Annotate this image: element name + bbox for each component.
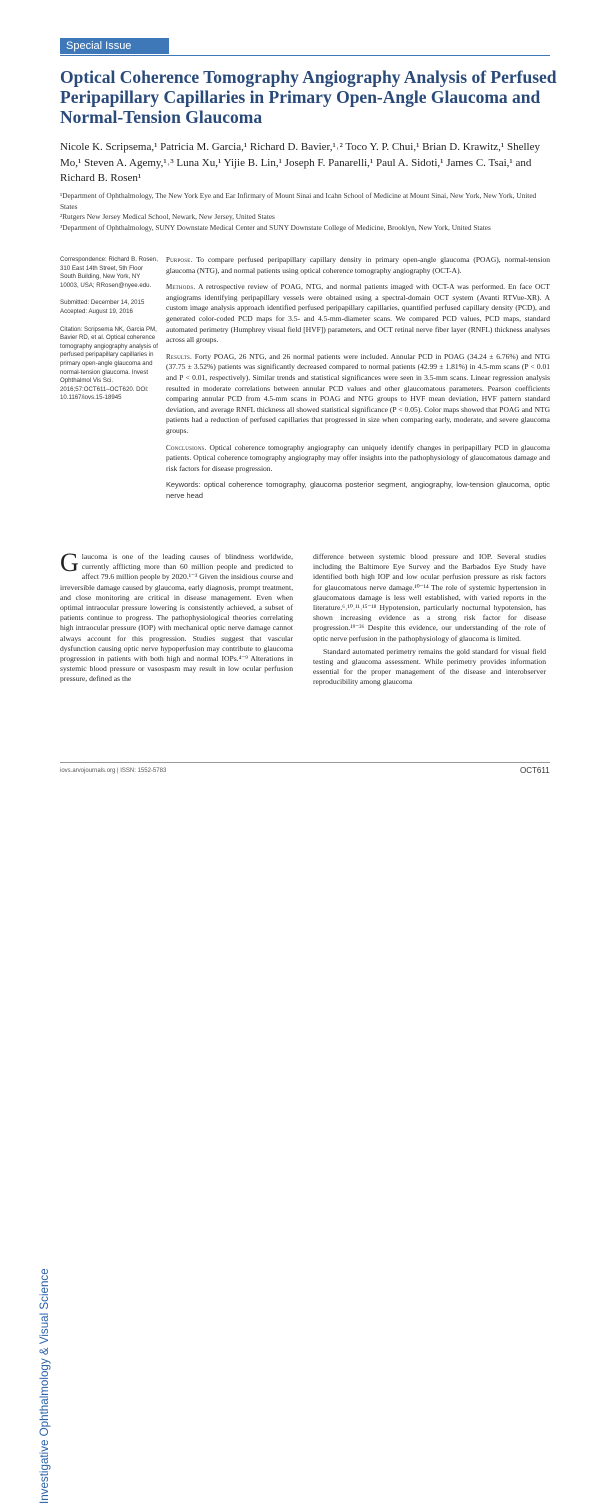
author-list: Nicole K. Scripsema,¹ Patricia M. Garcia,¹ Richard D. Bavier,¹˒² Toco Y. P. Chui,¹ Brian D. Krawitz,¹ Shelley Mo,¹ Steven A. Agemy,¹˒³ Luna Xu,¹ Yijie B. Lin,¹ Joseph F. Panarelli,¹ Paul A. Sidoti,¹ James C. Tsai,¹ and Richard B. Rosen¹ — [60, 141, 540, 184]
abstract-purpose — [166, 255, 550, 276]
abstract-methods — [166, 282, 550, 346]
special-issue-label: Special Issue — [60, 38, 169, 54]
right-paragraph-2: Standard automated perimetry remains the gold standard for visual field testing and glaucoma assessment. While perimetry provides information essential for the proper management of the disease and interobserver reproducibility among glaucoma — [313, 646, 546, 687]
abstract-conclusions — [166, 443, 550, 475]
header-rule — [60, 55, 550, 56]
footer-journal-info: iovs.arvojournals.org | ISSN: 1552-5783 — [60, 768, 167, 774]
results-text: Forty POAG, 26 NTG, and 26 normal patients were included. Annular PCD in POAG (34.24 ± 6.76%) and NTG (37.75 ± 3.52%) patients was significantly decreased compared to normal patients (42.99 ± 1.81%) in 4.5-mm scans (P < 0.01 and P < 0.01, respectively). Similar trends and statistical significances were seen in 3.5-mm scans. Linear regression analysis resulted in moderate correlations between annular PCD values and other glaucomatous parameters. Pearson coefficients comparing annular PCD from 4.5-mm scans in POAG and NTG groups to HVF mean deviation, HVF pattern standard deviation, and average RNFL thickness all showed statistical significance (P < 0.05). Color maps showed that POAG and NTG patients had a reduction of perfused capillaries that progressed in size when comparing early, moderate, and severe glaucoma groups. — [166, 351, 550, 435]
abstract — [166, 255, 550, 507]
page-number: OCT611 — [520, 766, 550, 775]
affiliation-1: ¹Department of Ophthalmology, The New York Eye and Ear Infirmary of Mount Sinai and Icahn School of Medicine at Mount Sinai, New York, New York, United States — [60, 191, 537, 211]
methods-label: Methods. — [166, 283, 196, 292]
keywords: Keywords: optical coherence tomography, glaucoma posterior segment, angiography, low-tension glaucoma, optic nerve head — [166, 480, 550, 500]
accepted-date: Accepted: August 19, 2016 — [60, 307, 133, 315]
footer-rule — [60, 762, 550, 763]
affiliation-2: ²Rutgers New Jersey Medical School, Newark, New Jersey, United States — [60, 212, 275, 221]
purpose-text: To compare perfused peripapillary capillary density in primary open-angle glaucoma (POAG), normal-tension glaucoma (NTG), and normal patients using optical coherence tomography angiography (OCT-A). — [166, 255, 550, 275]
citation: Citation: Scripsema NK, Garcia PM, Bavier RD, et al. Optical coherence tomography angiography analysis of perfused peripapillary capillaries in primary open-angle glaucoma and normal-tension glaucoma. Invest Ophthalmol Vis Sci. 2016;57:OCT611–OCT620. DOI: 10.1167/iovs.15-18945 — [60, 325, 158, 402]
right-paragraph-1: difference between systemic blood pressure and IOP. Several studies including the Baltimore Eye Survey and the Barbados Eye Study have identified both high IOP and low ocular perfusion pressure as risk factors for glaucomatous nerve damage.¹⁰⁻¹⁴ The role of systemic hypertension in glaucomatous damage is less well established, with varied reports in the literature.⁶˒¹⁰˒¹¹˒¹⁵⁻¹⁸ Hypotension, particularly nocturnal hypotension, has shown increasing evidence as a strong risk factor for disease progression.¹⁹⁻²⁶ Despite this evidence, our understanding of the role of optic nerve perfusion in the pathophysiology of glaucoma is limited. — [313, 552, 546, 643]
submitted-date: Submitted: December 14, 2015 — [60, 299, 145, 307]
affiliations — [60, 191, 550, 233]
drop-cap: G — [60, 548, 79, 577]
article-title: Optical Coherence Tomography Angiography Analysis of Perfused Peripapillary Capillaries in Primary Open-Angle Glaucoma and Normal-Tension Glaucoma — [60, 67, 557, 127]
intro-paragraph — [60, 548, 293, 685]
body-column-left — [60, 548, 293, 688]
correspondence: Correspondence: Richard B. Rosen, 310 East 14th Street, 5th Floor South Building, New York, NY 10003, USA; RRosen@nyee.edu. — [60, 256, 158, 289]
journal-side-label — [22, 528, 51, 1504]
results-label: Results. — [166, 352, 192, 361]
affiliation-3: ³Department of Ophthalmology, SUNY Downstate Medical Center and SUNY Downstate College of Medicine, Brooklyn, New York, United States — [60, 222, 491, 232]
purpose-label: Purpose. — [166, 256, 193, 264]
body-column-right — [313, 552, 546, 691]
intro-text: laucoma is one of the leading causes of blindness worldwide, currently afflicting more than 60 million people and predicted to affect 79.6 million people by 2020.¹⁻³ Given the insidious course and irreversible damage caused by glaucoma, early diagnosis, prompt treatment, and close monitoring are critical in disease management. Even when optimal intraocular pressure lowering is consistently achieved, a subset of patients continue to progress. The pathophysiological theories correlating high intraocular pressure (IOP) with mechanical optic nerve damage cannot always account for this progression. Studies suggest that vascular dysfunction causing optic nerve hypoperfusion may contribute to glaucoma progression in patients with both high and normal IOPs.⁴⁻⁹ Alterations in systemic blood pressure or vasospasm may result in low ocular perfusion pressure, defined as the — [60, 552, 293, 684]
article-info-column — [60, 256, 160, 412]
conclusions-text: Optical coherence tomography angiography can uniquely identify changes in peripapillary PCD in glaucoma patients. Optical coherence tomography angiography may offer insights into the pathophysiology of glaucomatous damage and risk factors for disease progression. — [166, 442, 551, 473]
abstract-results — [166, 352, 550, 437]
conclusions-label: Conclusions. — [166, 443, 207, 452]
methods-text: A retrospective review of POAG, NTG, and normal patients imaged with OCT-A was performed. En face OCT angiograms identifying peripapillary vessels were obtained using a spectral-domain OCT system (Avanti RTVue-XR). A custom image analysis approach identified perfused peripapillary capillaries, quantified perfused capillary density (PCD), and generated color-coded PCD maps for 3.5- and 4.5-mm-diameter scans. We compared PCD values, PCD maps, standard automated perimetry (Humphrey visual field [HVF]) parameters, and OCT retinal nerve fiber layer (RNFL) thickness analyses across all groups. — [166, 282, 550, 345]
journal-name: Investigative Ophthalmology & Visual Science — [38, 1268, 51, 1504]
